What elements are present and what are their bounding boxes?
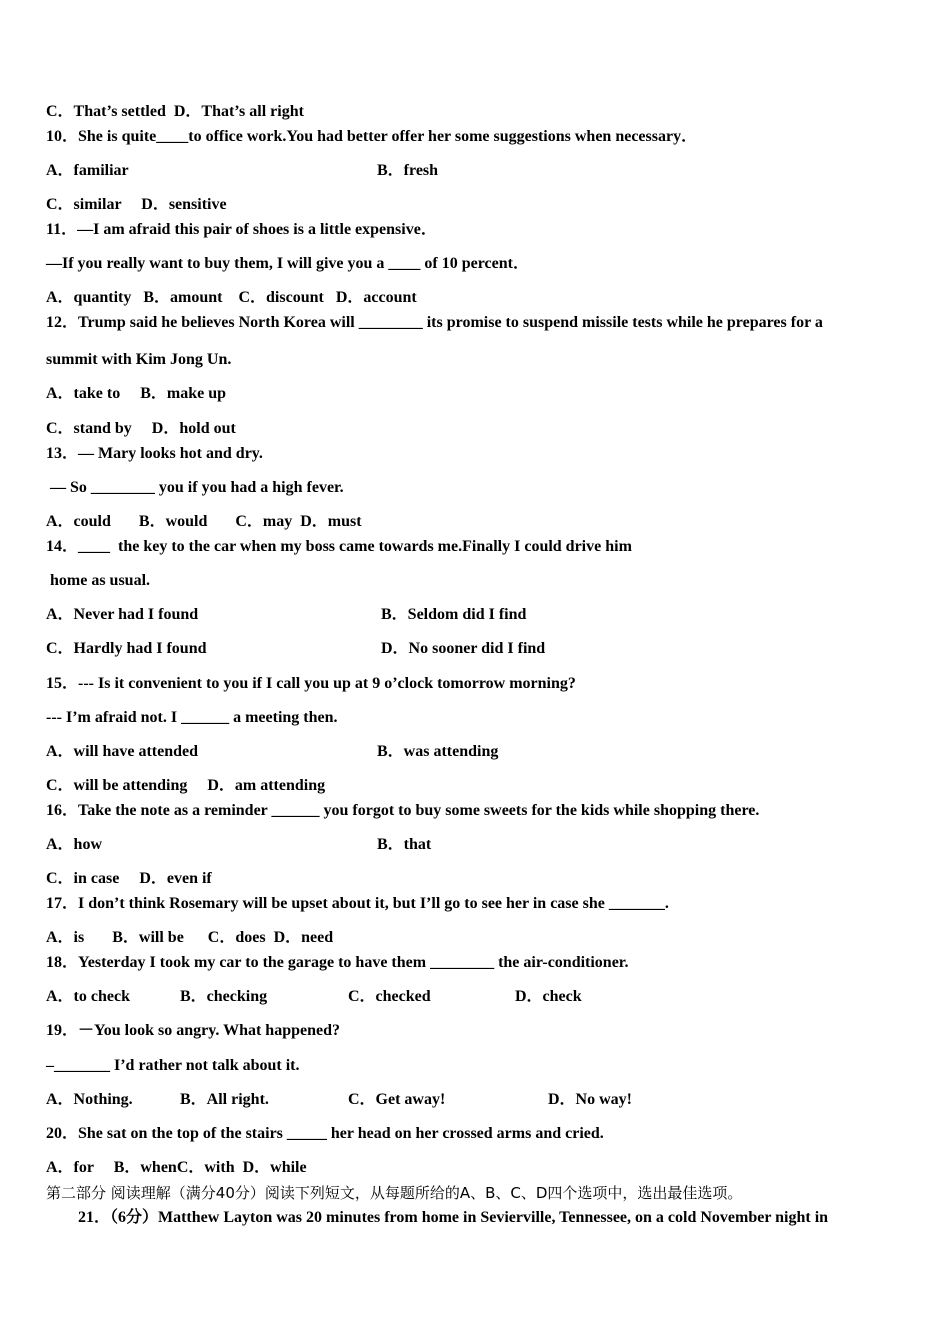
q14-option-c: C．Hardly had I found [46,640,207,657]
q14-stem-cont: home as usual. [46,572,151,589]
q15-reply: --- I’m afraid not. I ______ a meeting then. [46,709,338,726]
q13-stem: 13．— Mary looks hot and dry. [46,445,263,462]
q19-option-b: B．All right. [180,1091,269,1108]
q19-reply: –_______ I’d rather not talk about it. [46,1057,300,1074]
q10-options-cd: C．similar D．sensitive [46,196,227,213]
q14-option-a: A．Never had I found [46,606,199,623]
q15-option-b: B．was attending [377,743,499,760]
q13-reply: — So ________ you if you had a high fever. [46,479,344,496]
q19-option-d: D．No way! [548,1091,632,1108]
section-2-heading: 第二部分 阅读理解（满分40分）阅读下列短文，从每题所给的A、B、C、D四个选项中，选出最佳选项。 [46,1184,743,1202]
q19-option-c: C．Get away! [348,1091,446,1108]
q16-option-a: A．how [46,836,103,853]
q18-option-b: B．checking [180,988,268,1005]
q18-option-d: D．check [515,988,582,1005]
q10-stem: 10．She is quite____to office work.You had better offer her some suggestions when necessary． [46,128,698,145]
q20-stem: 20．She sat on the top of the stairs _____ her head on her crossed arms and cried. [46,1125,604,1142]
q18-option-a: A．to check [46,988,130,1005]
q13-options: A．could B．would C．may D．must [46,513,362,530]
q12-stem: 12．Trump said he believes North Korea will ________ its promise to suspend missile tests while he prepares for a [46,314,823,331]
q14-option-d: D．No sooner did I find [381,640,546,657]
q15-option-a: A．will have attended [46,743,199,760]
q17-options: A．is B．will be C．does D．need [46,929,334,946]
q12-options-cd: C．stand by D．hold out [46,420,236,437]
q11-options: A．quantity B．amount C．discount D．account [46,289,417,306]
q15-options-cd: C．will be attending D．am attending [46,777,326,794]
q18-stem: 18．Yesterday I took my car to the garage to have them ________ the air-conditioner. [46,954,629,971]
q19-stem: 19．－You look so angry. What happened? [46,1022,341,1039]
q21-passage-start: 21．（6分）Matthew Layton was 20 minutes from home in Sevierville, Tennessee, on a cold November night in [78,1209,829,1226]
q18-option-c: C．checked [348,988,431,1005]
q17-stem: 17．I don’t think Rosemary will be upset about it, but I’ll go to see her in case she _______. [46,895,669,912]
q20-options: A．for B．whenC．with D．while [46,1159,307,1176]
q15-stem: 15．--- Is it convenient to you if I call you up at 9 o’clock tomorrow morning? [46,675,576,692]
q12-options-ab: A．take to B．make up [46,385,227,402]
q9-options-cd: C．That’s settled D．That’s all right [46,103,304,120]
q11-reply: —If you really want to buy them, I will give you a ____ of 10 percent． [46,255,529,272]
q14-stem: 14．____ the key to the car when my boss came towards me.Finally I could drive him [46,538,632,555]
q16-option-b: B．that [377,836,432,853]
q14-option-b: B．Seldom did I find [381,606,527,623]
q10-option-a: A．familiar [46,162,129,179]
q12-stem-cont: summit with Kim Jong Un. [46,351,232,368]
q16-options-cd: C．in case D．even if [46,870,212,887]
q11-stem: 11．—I am afraid this pair of shoes is a little expensive． [46,221,437,238]
q16-stem: 16．Take the note as a reminder ______ you forgot to buy some sweets for the kids while shopping there. [46,802,760,819]
q10-option-b: B．fresh [377,162,439,179]
q19-option-a: A．Nothing. [46,1091,133,1108]
